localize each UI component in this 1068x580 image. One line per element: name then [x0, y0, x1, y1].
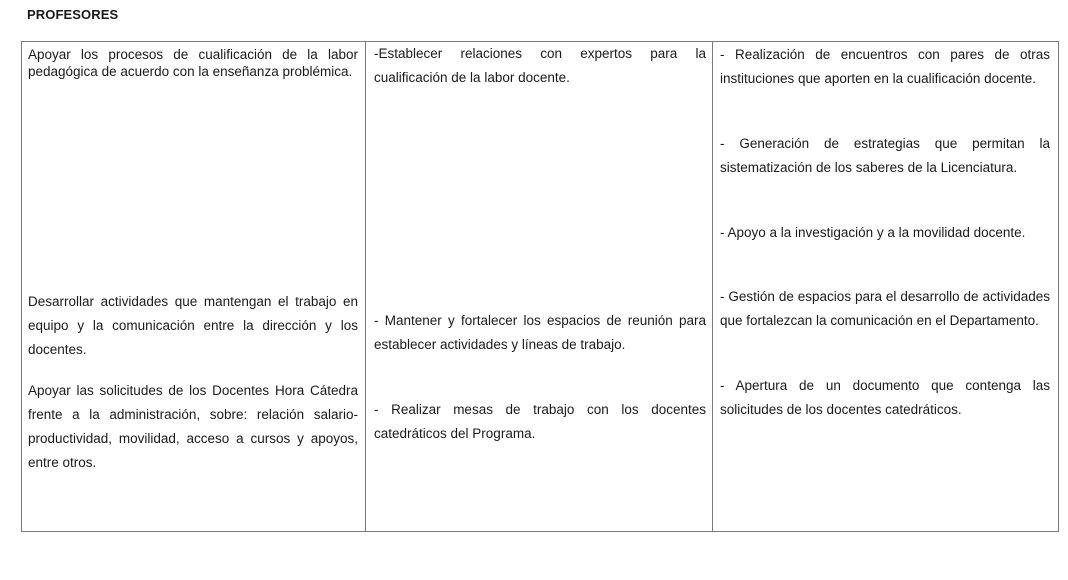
- action-text: - Realización de encuentros con pares de otras instituciones que aporten en la cualificación docente.: [720, 47, 1050, 86]
- section-heading: PROFESORES: [27, 7, 119, 22]
- objective-text: Apoyar las solicitudes de los Docentes Hora Cátedra frente a la administración, sobre: relación salario-productividad, movilidad, acceso a cursos y apoyos, entre otros.: [28, 383, 358, 470]
- action-text: - Apoyo a la investigación y a la movilidad docente.: [720, 225, 1026, 240]
- strategy-text: - Mantener y fortalecer los espacios de reunión para establecer actividades y líneas de trabajo.: [374, 313, 706, 352]
- action-text: - Generación de estrategias que permitan la sistematización de los saberes de la Licenciatura.: [720, 136, 1050, 175]
- column-divider: [712, 42, 713, 531]
- action-text: - Gestión de espacios para el desarrollo de actividades que fortalezcan la comunicación en el Departamento.: [720, 289, 1050, 328]
- objective-text: Apoyar los procesos de cualificación de la labor pedagógica de acuerdo con la enseñanza problémica.: [28, 47, 358, 79]
- objective-text: Desarrollar actividades que mantengan el trabajo en equipo y la comunicación entre la dirección y los docentes.: [28, 294, 358, 357]
- column-divider: [365, 42, 366, 531]
- strategy-text: -Establecer relaciones con expertos para la cualificación de la labor docente.: [374, 46, 706, 85]
- strategy-text: - Realizar mesas de trabajo con los docentes catedráticos del Programa.: [374, 402, 706, 441]
- plan-table: [21, 41, 1059, 532]
- action-text: - Apertura de un documento que contenga las solicitudes de los docentes catedráticos.: [720, 378, 1050, 417]
